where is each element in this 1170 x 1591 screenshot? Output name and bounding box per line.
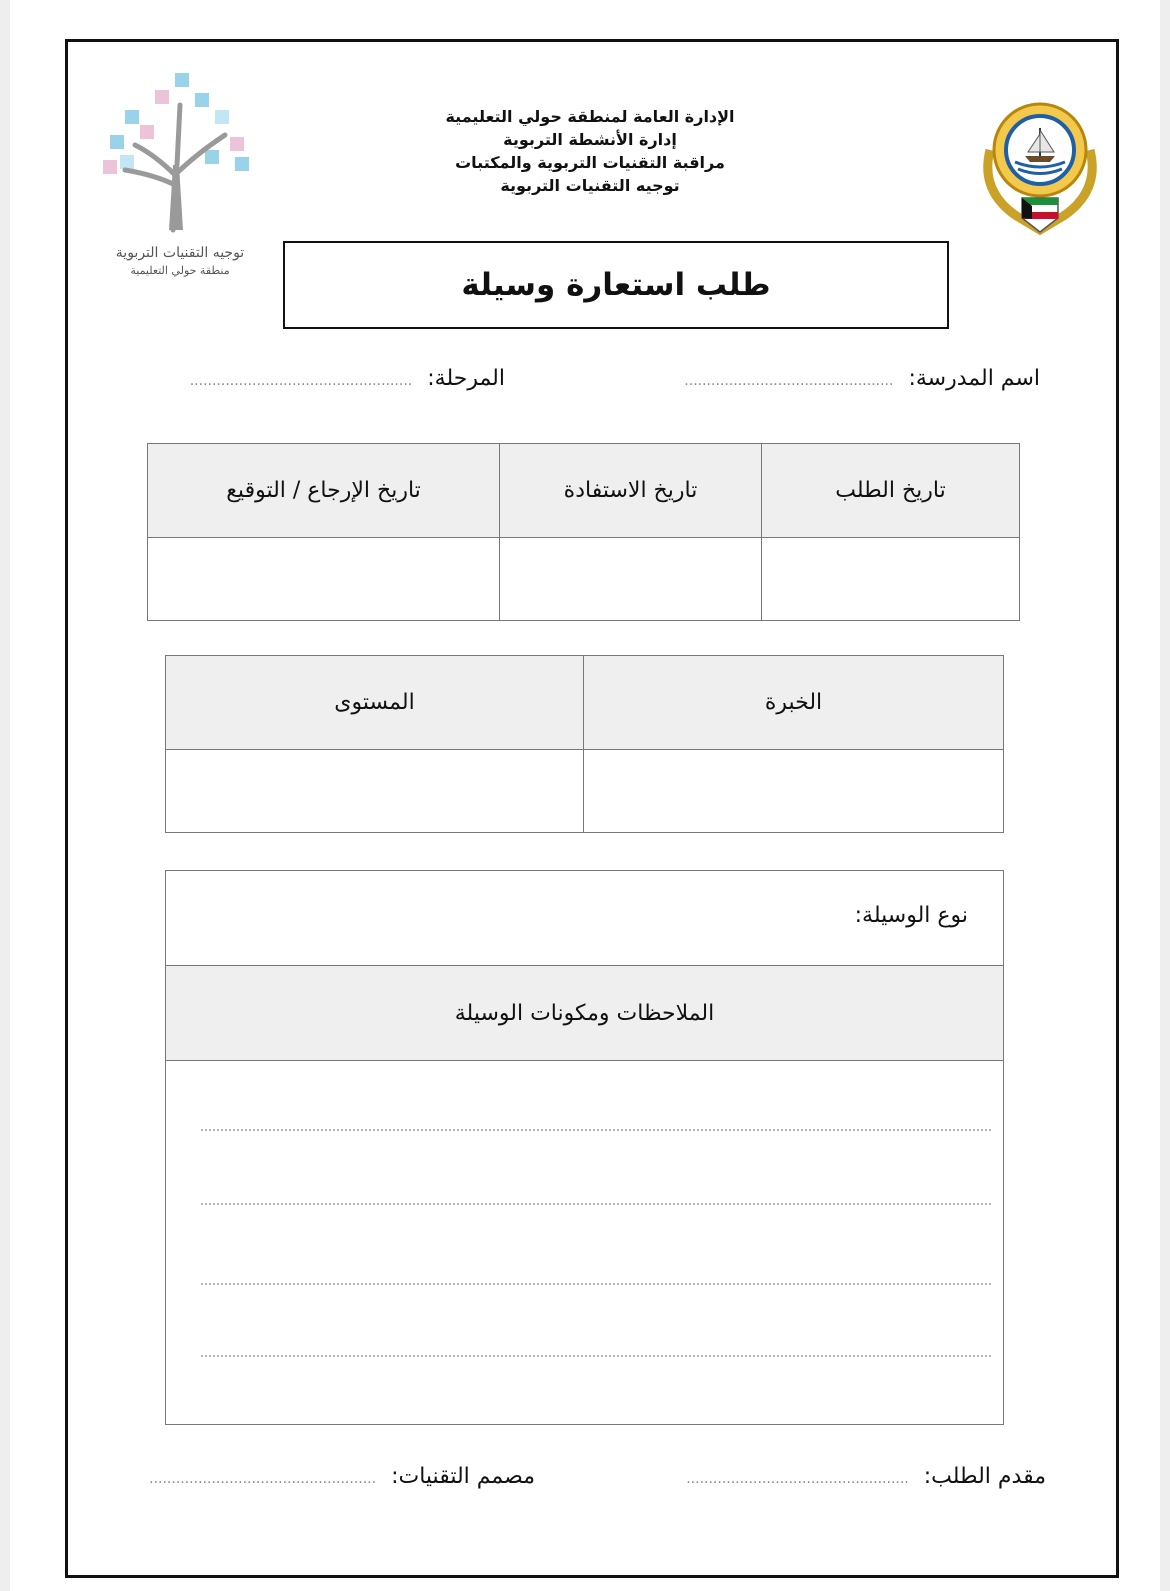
school-name-field[interactable] xyxy=(684,366,1040,391)
organization-header xyxy=(440,105,740,197)
notes-line[interactable] xyxy=(201,1283,991,1285)
designer-field[interactable] xyxy=(149,1464,535,1489)
designer-label: مصمم التقنيات: xyxy=(391,1464,535,1489)
media-type-label[interactable]: نوع الوسيلة: xyxy=(854,903,968,928)
notes-header: الملاحظات ومكونات الوسيلة xyxy=(166,965,1003,1061)
header-experience: الخبرة xyxy=(584,656,1004,750)
notes-line[interactable] xyxy=(201,1355,991,1357)
org-line: توجيه التقنيات التربوية xyxy=(500,176,680,195)
org-line: الإدارة العامة لمنطقة حولي التعليمية xyxy=(445,107,735,126)
stage-label: المرحلة: xyxy=(427,366,505,391)
cell-use-date[interactable] xyxy=(500,538,762,621)
cell-level[interactable] xyxy=(166,750,584,833)
kuwait-emblem-icon xyxy=(970,90,1110,240)
header-use-date: تاريخ الاستفادة xyxy=(500,444,762,538)
org-line: إدارة الأنشطة التربوية xyxy=(503,130,677,149)
stage-field[interactable] xyxy=(190,366,505,391)
org-line: مراقبة التقنيات التربوية والمكتبات xyxy=(455,153,725,172)
cell-return-date-signature[interactable] xyxy=(148,538,500,621)
media-notes-box xyxy=(165,870,1004,1425)
designer-blank[interactable]: ................................................... xyxy=(149,1471,377,1487)
cell-request-date[interactable] xyxy=(762,538,1020,621)
notes-line[interactable] xyxy=(201,1203,991,1205)
logo-title: توجيه التقنيات التربوية xyxy=(115,245,245,261)
header-level: المستوى xyxy=(166,656,584,750)
school-name-blank[interactable]: ............................................... xyxy=(684,373,894,389)
cell-experience[interactable] xyxy=(584,750,1004,833)
notes-line[interactable] xyxy=(201,1129,991,1131)
logo-subtitle: منطقة حولي التعليمية xyxy=(130,264,230,277)
requester-label: مقدم الطلب: xyxy=(923,1464,1046,1489)
header-return-date-signature: تاريخ الإرجاع / التوقيع xyxy=(148,444,500,538)
dates-table xyxy=(147,443,1020,621)
experience-level-table xyxy=(165,655,1004,833)
school-name-label: اسم المدرسة: xyxy=(908,366,1040,391)
header-request-date: تاريخ الطلب xyxy=(762,444,1020,538)
stage-blank[interactable]: .................................................. xyxy=(189,373,413,389)
requester-field[interactable] xyxy=(686,1464,1046,1489)
document-sheet xyxy=(10,0,1160,1591)
form-title: طلب استعارة وسيلة xyxy=(283,241,949,329)
requester-blank[interactable]: .................................................. xyxy=(686,1471,909,1487)
